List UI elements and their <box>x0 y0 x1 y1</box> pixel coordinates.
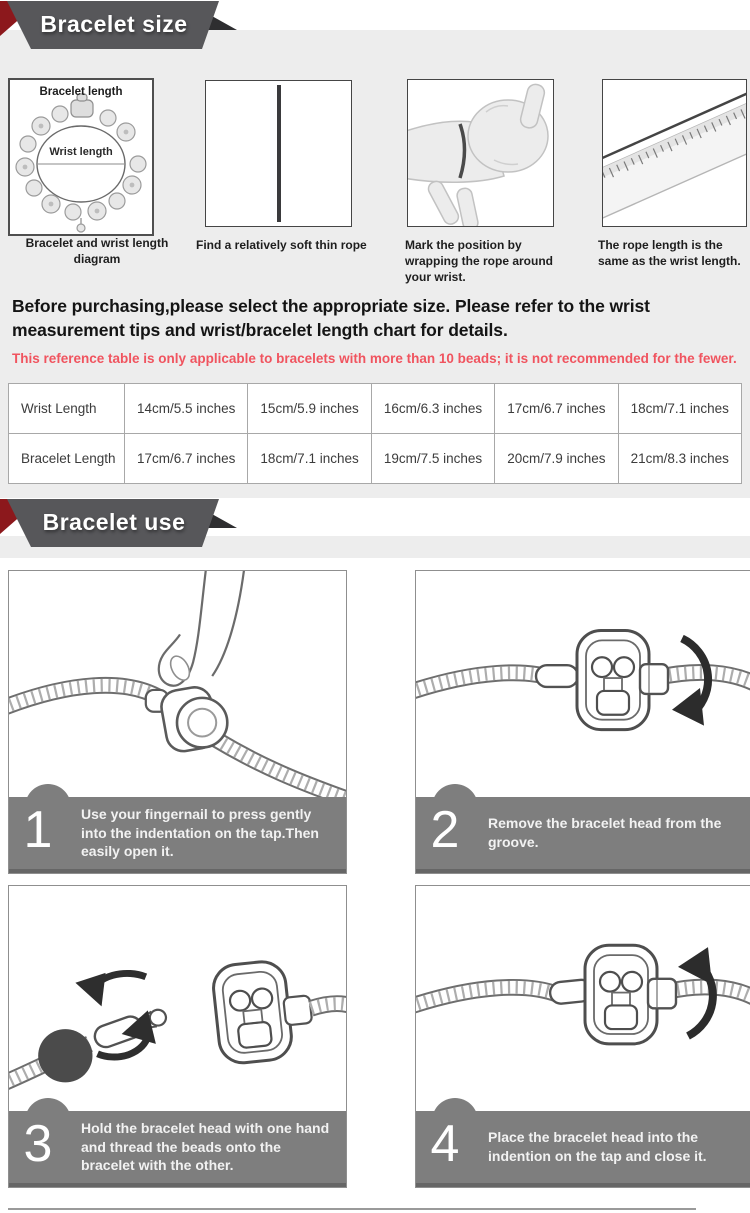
rope-panel <box>205 80 352 227</box>
panel-caption-rope: Find a relatively soft thin rope <box>196 238 367 252</box>
ruler-illustration <box>603 80 746 226</box>
table-cell: 17cm/6.7 inches <box>495 384 618 434</box>
bottom-divider <box>8 1208 696 1210</box>
open-clasp-illustration <box>9 571 346 797</box>
step-number: 4 <box>430 1115 460 1173</box>
step-number: 2 <box>430 801 460 859</box>
thread-beads-illustration <box>9 886 346 1111</box>
row-header-wrist: Wrist Length <box>9 384 125 434</box>
step-number: 3 <box>23 1115 53 1173</box>
panel-caption-diagram: Bracelet and wrist length diagram <box>25 236 169 266</box>
size-intro-text: Before purchasing,please select the appropriate size. Please refer to the wrist measurement tips and wrist/bracelet length chart for details. <box>12 296 650 341</box>
step-1-caption-bar <box>9 797 346 873</box>
step-number: 1 <box>23 801 53 859</box>
step-text: Hold the bracelet head with one hand and thread the beads onto the bracelet with the other. <box>81 1119 330 1174</box>
step-3-panel <box>8 885 347 1188</box>
step-text: Place the bracelet head into the indention on the tap and close it. <box>488 1129 707 1164</box>
step-4-panel <box>415 885 750 1188</box>
table-cell: 20cm/7.9 inches <box>495 434 618 484</box>
section-title: Bracelet use <box>42 509 186 535</box>
size-warning-text: This reference table is only applicable to bracelets with more than 10 beads; it is not recommended for the fewer. <box>12 351 737 366</box>
row-header-bracelet: Bracelet Length <box>9 434 125 484</box>
table-cell: 17cm/6.7 inches <box>125 434 248 484</box>
wrist-illustration <box>408 80 553 226</box>
table-cell: 19cm/7.5 inches <box>371 434 494 484</box>
bracelet-length-label: Bracelet length <box>39 86 123 98</box>
step-text: Remove the bracelet head from the groove. <box>488 815 722 850</box>
table-row-wrist <box>9 384 742 434</box>
table-cell: 18cm/7.1 inches <box>248 434 371 484</box>
rope-illustration <box>277 85 281 222</box>
section-title: Bracelet size <box>40 11 188 37</box>
table-cell: 21cm/8.3 inches <box>618 434 741 484</box>
close-clasp-illustration <box>416 886 750 1111</box>
step-4-caption-bar <box>416 1111 750 1187</box>
table-cell: 16cm/6.3 inches <box>371 384 494 434</box>
wrist-length-label: Wrist length <box>49 146 113 158</box>
step-2-panel <box>415 570 750 874</box>
bracelet-size-section <box>0 0 750 498</box>
ruler-panel <box>602 79 747 227</box>
step-2-caption-bar <box>416 797 750 873</box>
step-text: Use your fingernail to press gently into the indentation on the tap.Then easily open it. <box>81 805 319 860</box>
size-chart-table <box>8 383 742 484</box>
bracelet-use-banner <box>0 498 260 554</box>
bracelet-diagram-panel <box>8 78 154 236</box>
panel-caption-ruler: The rope length is the same as the wrist length. <box>598 238 741 268</box>
table-row-bracelet <box>9 434 742 484</box>
table-cell: 18cm/7.1 inches <box>618 384 741 434</box>
bracelet-use-section <box>0 498 750 1213</box>
step-1-panel <box>8 570 347 874</box>
panel-caption-mark: Mark the position by wrapping the rope around your wrist. <box>405 238 554 284</box>
table-cell: 15cm/5.9 inches <box>248 384 371 434</box>
wrist-wrap-panel <box>407 79 554 227</box>
table-cell: 14cm/5.5 inches <box>125 384 248 434</box>
remove-head-illustration <box>416 571 750 797</box>
step-3-caption-bar <box>9 1111 346 1187</box>
bracelet-size-banner <box>0 0 260 56</box>
